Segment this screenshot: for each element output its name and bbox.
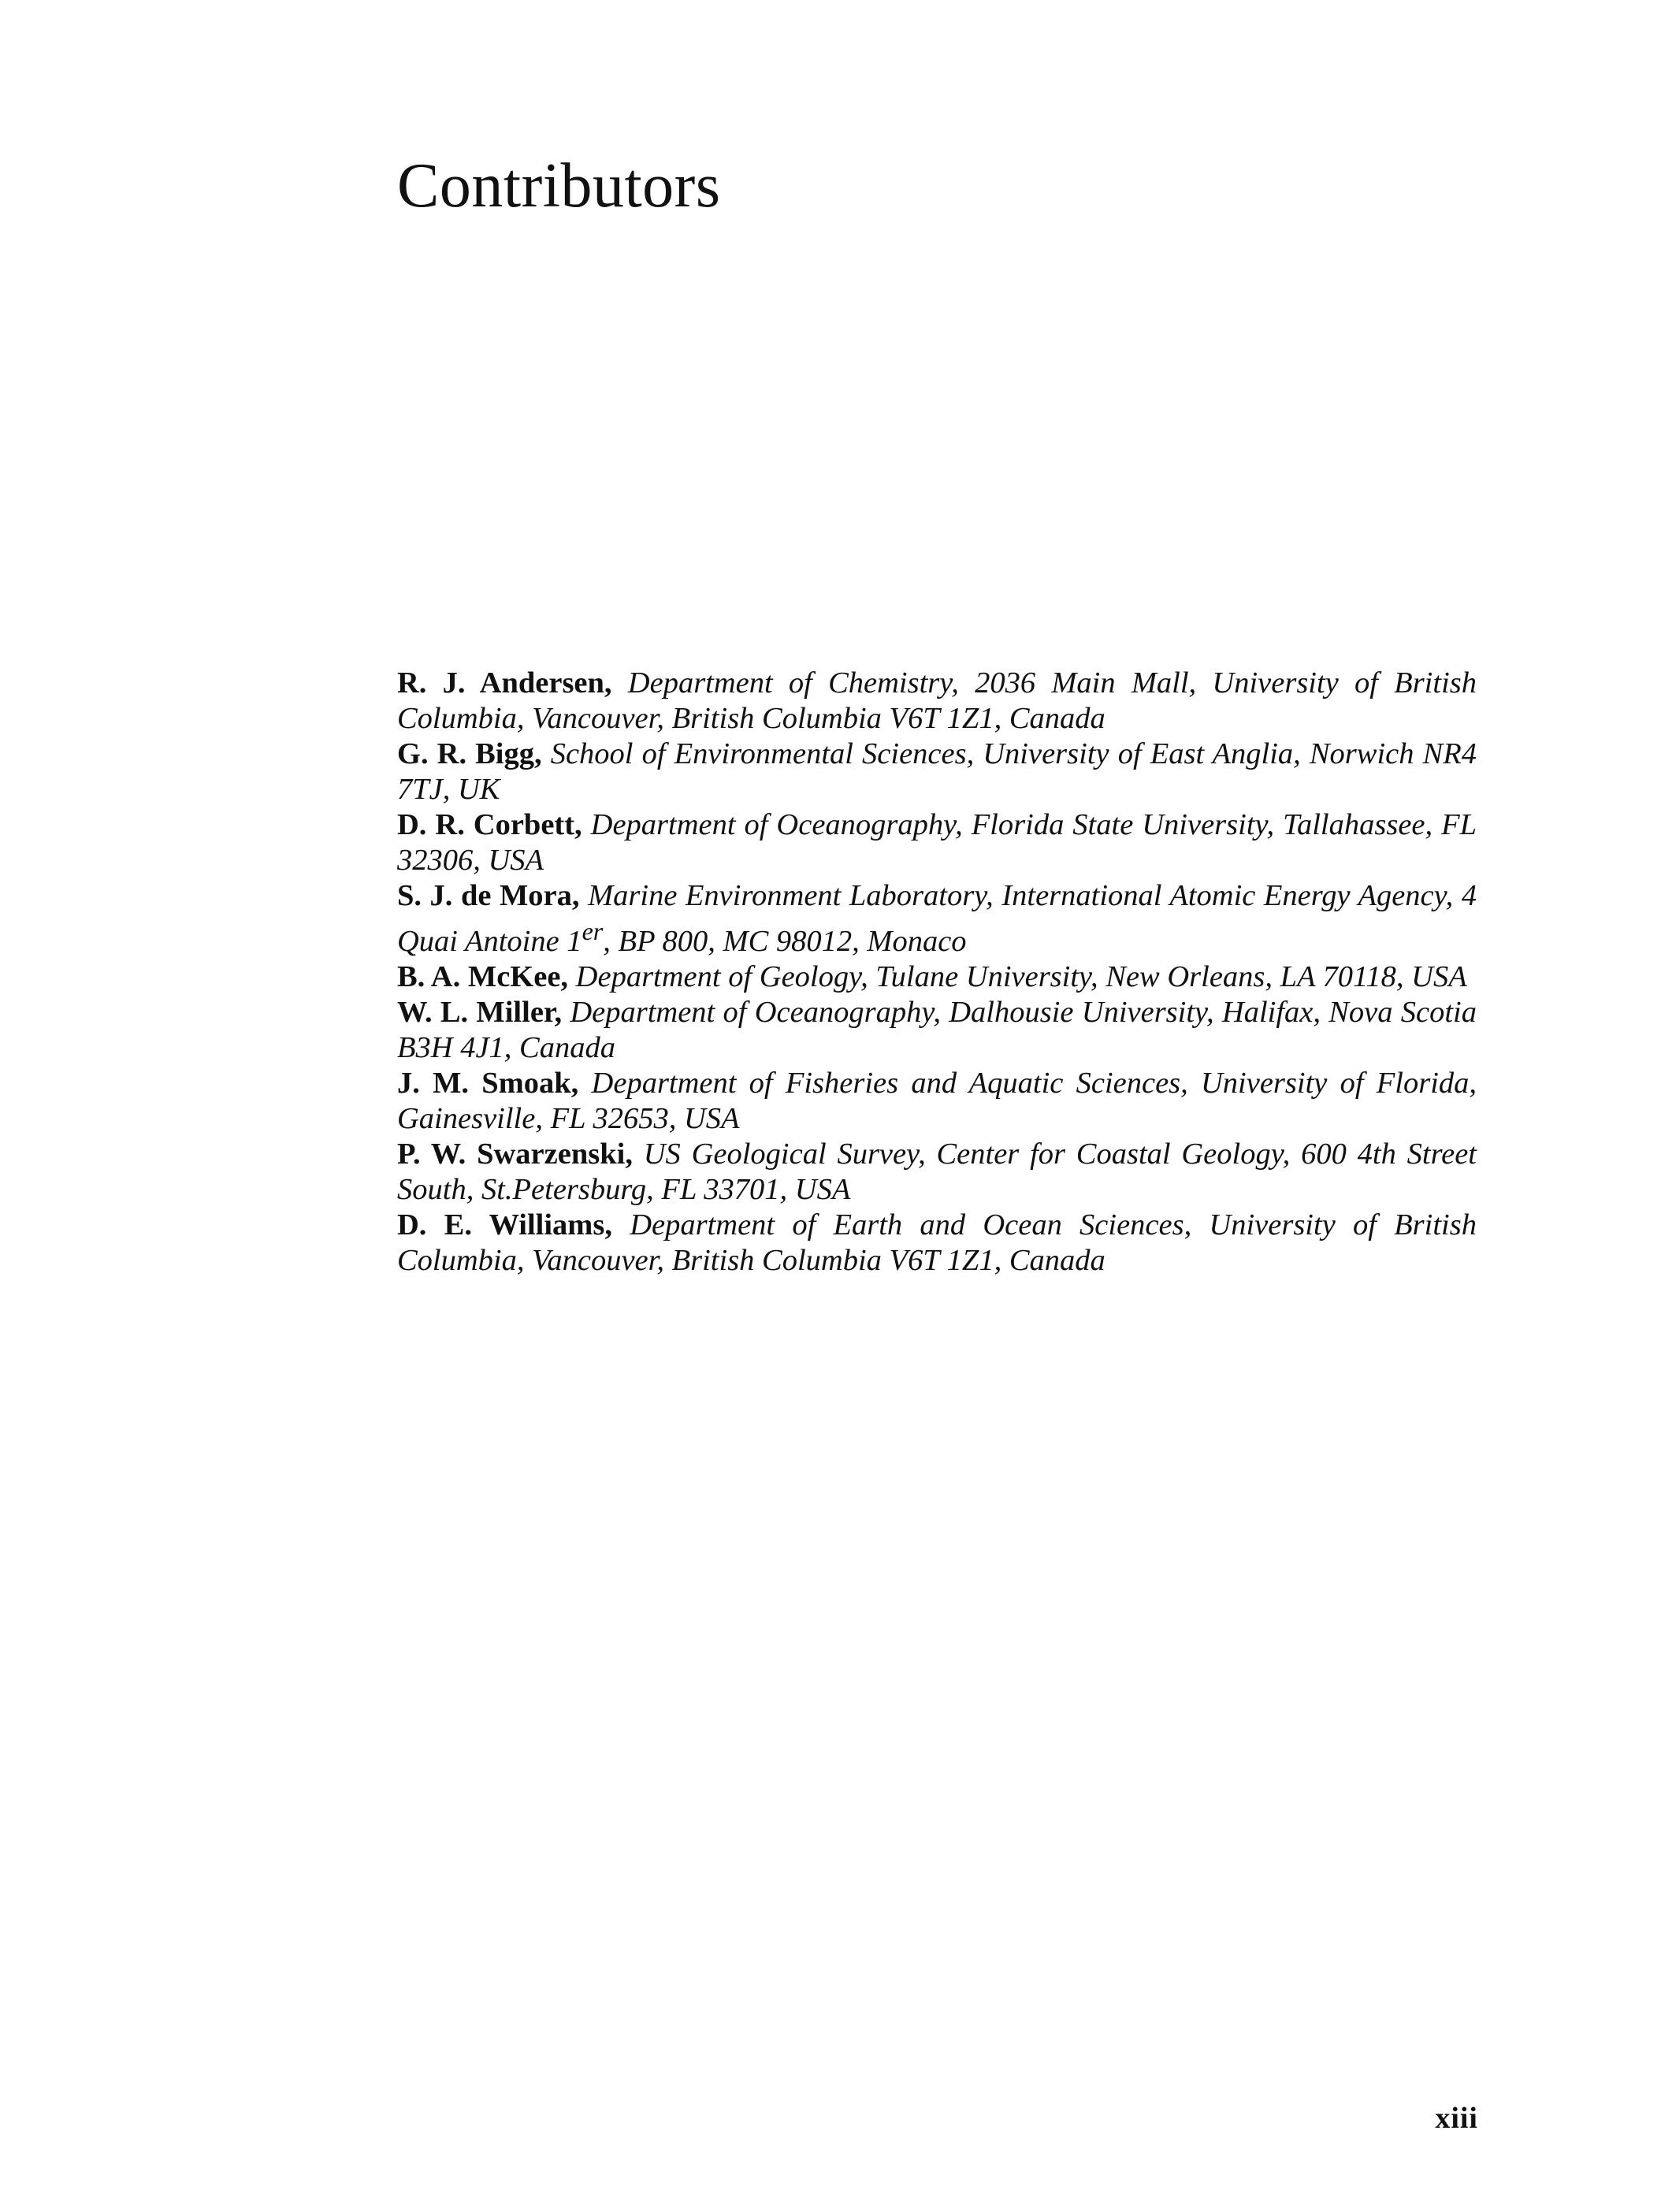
ordinal-superscript: er <box>582 917 604 945</box>
affiliation-text: , BP 800, MC 98012, Monaco <box>603 924 967 958</box>
contributor-affiliation: Department of Geology, Tulane University, New Orleans, LA 70118, USA <box>575 959 1467 993</box>
contributor-entry-de-mora <box>397 878 1477 959</box>
contributor-name: J. M. Smoak, <box>397 1066 579 1100</box>
contributor-entry-bigg <box>397 737 1477 807</box>
contributor-entry-andersen <box>397 666 1477 737</box>
contributor-name: S. J. de Mora, <box>397 879 580 912</box>
page-number: xiii <box>1435 2102 1478 2135</box>
contributor-name: D. E. Williams, <box>397 1208 612 1241</box>
contributor-name: D. R. Corbett, <box>397 808 582 841</box>
contributor-entry-corbett <box>397 807 1477 878</box>
contributor-affiliation: School of Environmental Sciences, University of East Anglia, Norwich NR4 7TJ, UK <box>397 737 1477 806</box>
contributor-affiliation: Department of Fisheries and Aquatic Sciences, University of Florida, Gainesville, FL 32653, USA <box>397 1066 1477 1135</box>
contributor-name: G. R. Bigg, <box>397 737 542 770</box>
contributor-entry-swarzenski <box>397 1137 1477 1208</box>
affiliation-text: Marine Environment Laboratory, International Atomic Energy Agency, 4 Quai Antoine 1 <box>397 879 1477 958</box>
contributor-name: P. W. Swarzenski, <box>397 1137 633 1171</box>
contributor-entry-williams <box>397 1208 1477 1279</box>
contributor-affiliation: Department of Earth and Ocean Sciences, University of British Columbia, Vancouver, British Columbia V6T 1Z1, Canada <box>397 1208 1477 1277</box>
contributor-entry-smoak <box>397 1066 1477 1137</box>
contributor-affiliation: US Geological Survey, Center for Coastal Geology, 600 4th Street South, St.Petersburg, FL 33701, USA <box>397 1137 1477 1206</box>
contributor-name: B. A. McKee, <box>397 959 569 993</box>
contributor-affiliation: Department of Chemistry, 2036 Main Mall, University of British Columbia, Vancouver, British Columbia V6T 1Z1, Canada <box>397 666 1477 735</box>
contributor-affiliation: Department of Oceanography, Dalhousie University, Halifax, Nova Scotia B3H 4J1, Canada <box>397 995 1477 1064</box>
contributor-entry-miller <box>397 995 1477 1066</box>
contributors-list <box>397 666 1477 1279</box>
contributor-name: R. J. Andersen, <box>397 666 612 700</box>
page-title: Contributors <box>397 151 721 221</box>
contributor-affiliation: Department of Oceanography, Florida State University, Tallahassee, FL 32306, USA <box>397 808 1477 877</box>
contributor-name: W. L. Miller, <box>397 995 563 1029</box>
contributor-entry-mckee <box>397 959 1477 995</box>
